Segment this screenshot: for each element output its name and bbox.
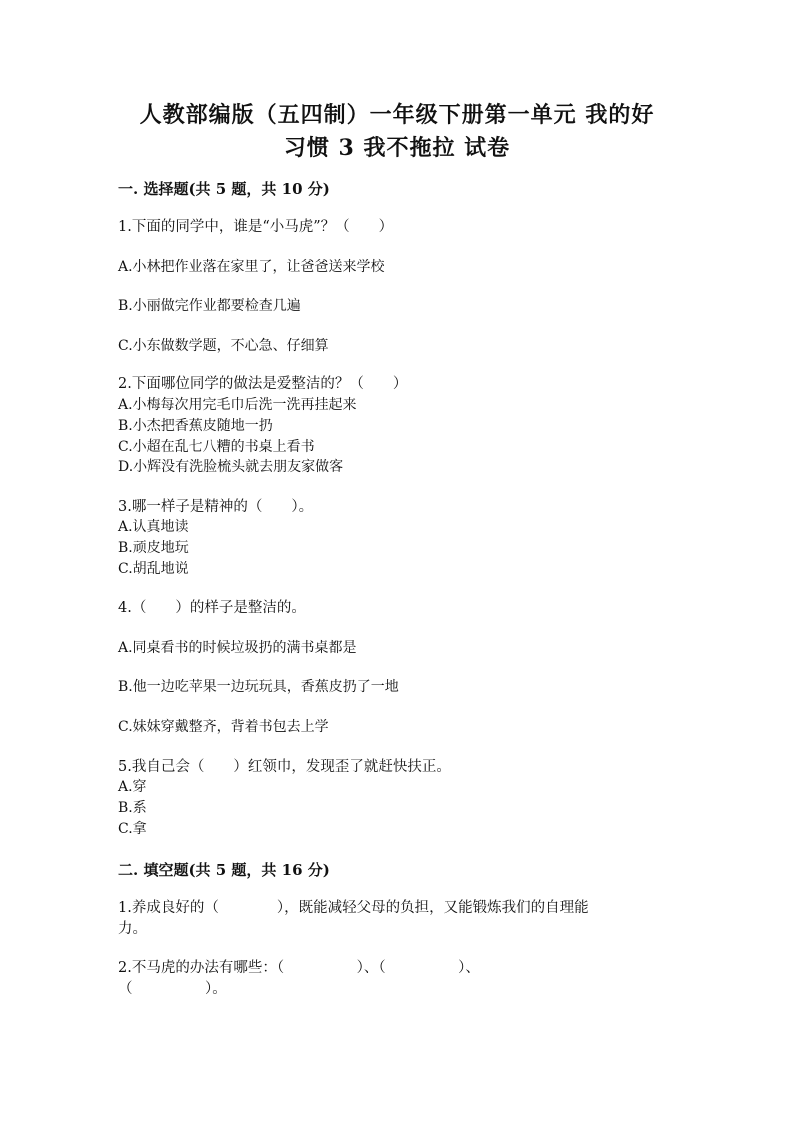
question-5-option-c: C.拿 bbox=[118, 821, 147, 837]
question-4-option-b: B.他一边吃苹果一边玩玩具，香蕉皮扔了一地 bbox=[118, 679, 399, 695]
question-3-option-a: A.认真地读 bbox=[118, 519, 189, 535]
question-3-option-c: C.胡乱地说 bbox=[118, 561, 189, 577]
question-2-option-d: D.小辉没有洗脸梳头就去朋友家做客 bbox=[118, 459, 344, 475]
section-heading-choice: 一. 选择题(共 5 题，共 10 分) bbox=[118, 180, 330, 198]
fill-question-1-line-2: 力。 bbox=[118, 921, 147, 937]
fill-question-2-line-1: 2.不马虎的办法有哪些：（ ）、（ ）、 bbox=[118, 960, 480, 976]
question-2-option-c: C.小超在乱七八糟的书桌上看书 bbox=[118, 439, 315, 455]
question-1-option-a: A.小林把作业落在家里了，让爸爸送来学校 bbox=[118, 259, 385, 275]
fill-question-2-line-2: （ ）。 bbox=[118, 981, 227, 997]
question-5-option-a: A.穿 bbox=[118, 779, 147, 795]
question-1-stem: 1.下面的同学中，谁是“小马虎”？（ ） bbox=[118, 219, 394, 235]
question-1-option-c: C.小东做数学题，不心急、仔细算 bbox=[118, 338, 329, 354]
question-2-option-b: B.小杰把香蕉皮随地一扔 bbox=[118, 418, 273, 434]
fill-question-1-line-1: 1.养成良好的（ ），既能减轻父母的负担，又能锻炼我们的自理能 bbox=[118, 900, 589, 916]
question-3-option-b: B.顽皮地玩 bbox=[118, 540, 189, 556]
question-4-stem: 4.（ ）的样子是整洁的。 bbox=[118, 600, 306, 616]
question-1-option-b: B.小丽做完作业都要检查几遍 bbox=[118, 298, 301, 314]
page-title-line-2: 习惯 3 我不拖拉 试卷 bbox=[283, 135, 511, 161]
question-4-option-c: C.妹妹穿戴整齐，背着书包去上学 bbox=[118, 719, 329, 735]
page-title-line-1: 人教部编版（五四制）一年级下册第一单元 我的好 bbox=[139, 102, 655, 128]
question-2-stem: 2.下面哪位同学的做法是爱整洁的？（ ） bbox=[118, 376, 408, 392]
question-5-stem: 5.我自己会（ ）红领巾，发现歪了就赶快扶正。 bbox=[118, 759, 451, 775]
question-2-option-a: A.小梅每次用完毛巾后洗一洗再挂起来 bbox=[118, 397, 357, 413]
question-4-option-a: A.同桌看书的时候垃圾扔的满书桌都是 bbox=[118, 640, 357, 656]
question-5-option-b: B.系 bbox=[118, 800, 147, 816]
question-3-stem: 3.哪一样子是精神的（ ）。 bbox=[118, 499, 314, 515]
section-heading-fill: 二. 填空题(共 5 题，共 16 分) bbox=[118, 861, 330, 879]
